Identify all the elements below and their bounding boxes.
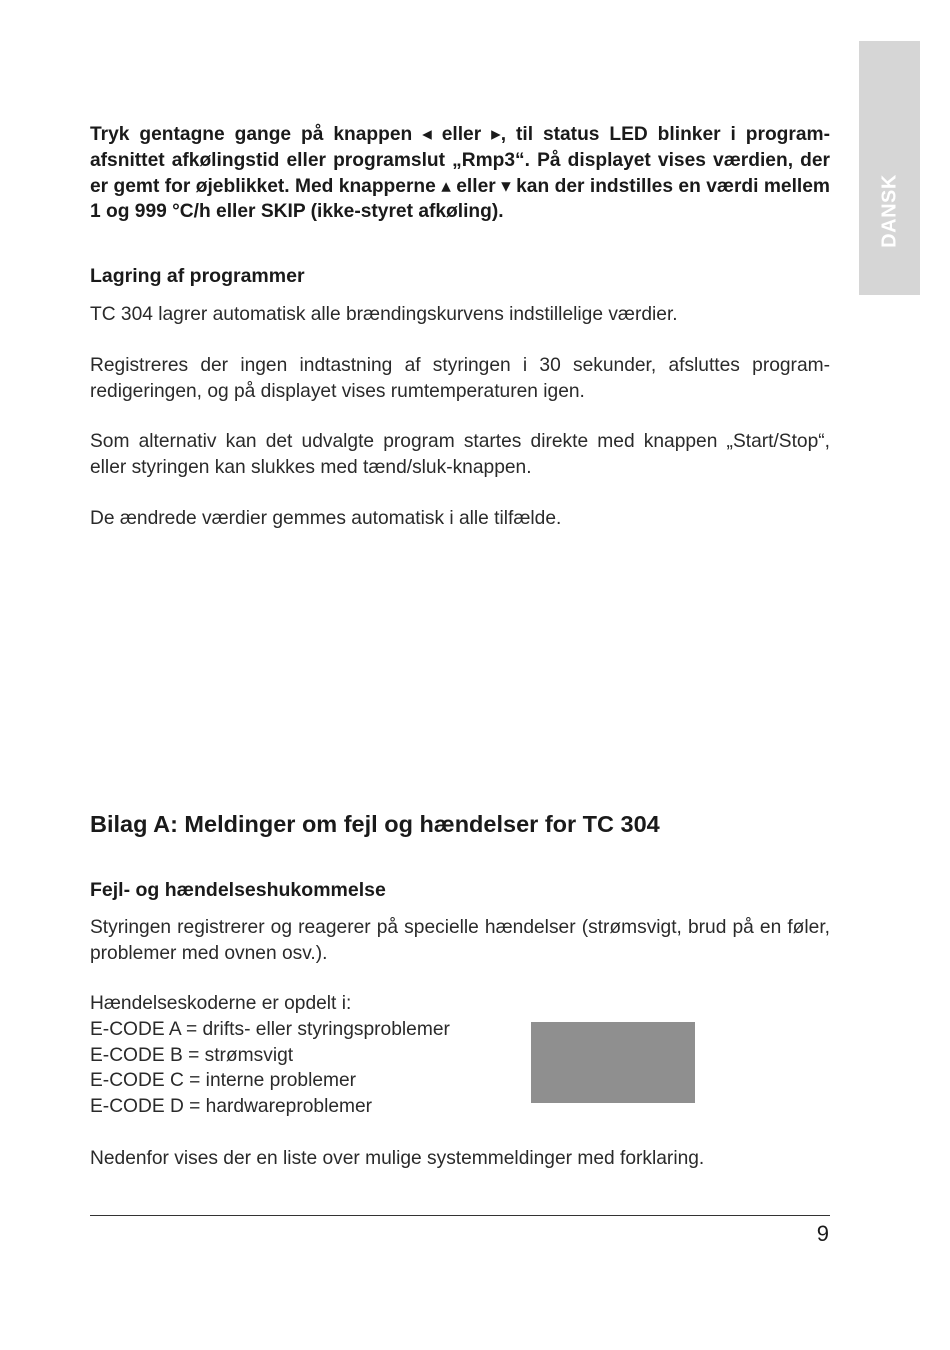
storage-paragraph-4: De ændrede værdier gemmes automatisk i alle tilfælde. [90,508,562,529]
storage-paragraph-2: Registreres der ingen indtastning af styringen i 30 sekunder, afsluttes programredigeringen, og på displayet vises rumtemperaturen igen. [90,355,830,402]
intro-paragraph: Tryk gentagne gange på knappen ◂ eller ▸, til status LED blinker i programafsnittet afkølingstid eller programslut „Rmp3“. På displayet vises værdien, der er gemt for øjeblikket. Med knapperne ▴ eller ▾ kan der indstilles en værdi mellem 1 og 999 °C/h eller SKIP (ikke-styret afkøling). [90,124,830,223]
appendix-intro: Styringen registrerer og reagerer på specielle hændelser (strømsvigt, brud på en føler, problemer med ovnen osv.). [90,917,830,964]
appendix-title: Bilag A: Meldinger om fejl og hændelser for TC 304 [90,811,660,837]
event-code-item: E-CODE C = interne problemer [90,1070,357,1092]
storage-heading: Lagring af programmer [90,265,305,287]
storage-paragraph-1: TC 304 lagrer automatisk alle brændingskurvens indstillelige værdier. [90,304,678,325]
appendix-closing: Nedenfor vises der en liste over mulige systemmeldinger med forklaring. [90,1148,705,1169]
image-placeholder [531,1022,695,1103]
language-tab-label: DANSK [878,174,900,248]
page-number: 9 [816,1221,829,1246]
footer-divider [90,1215,830,1216]
event-code-item: E-CODE D = hardwareproblemer [90,1095,373,1117]
language-tab [859,41,920,295]
event-code-item: E-CODE A = drifts- eller styringsproblemer [90,1019,450,1040]
event-code-list [90,1017,450,1119]
codes-lead: Hændelseskoderne er opdelt i: [90,993,352,1014]
event-code-item: E-CODE B = strømsvigt [90,1044,294,1066]
appendix-subheading: Fejl- og hændelseshukommelse [90,879,386,901]
storage-paragraph-3: Som alternativ kan det udvalgte program startes direkte med knappen „Start/Stop“, eller styringen kan slukkes med tænd/sluk-knappen. [90,431,830,478]
